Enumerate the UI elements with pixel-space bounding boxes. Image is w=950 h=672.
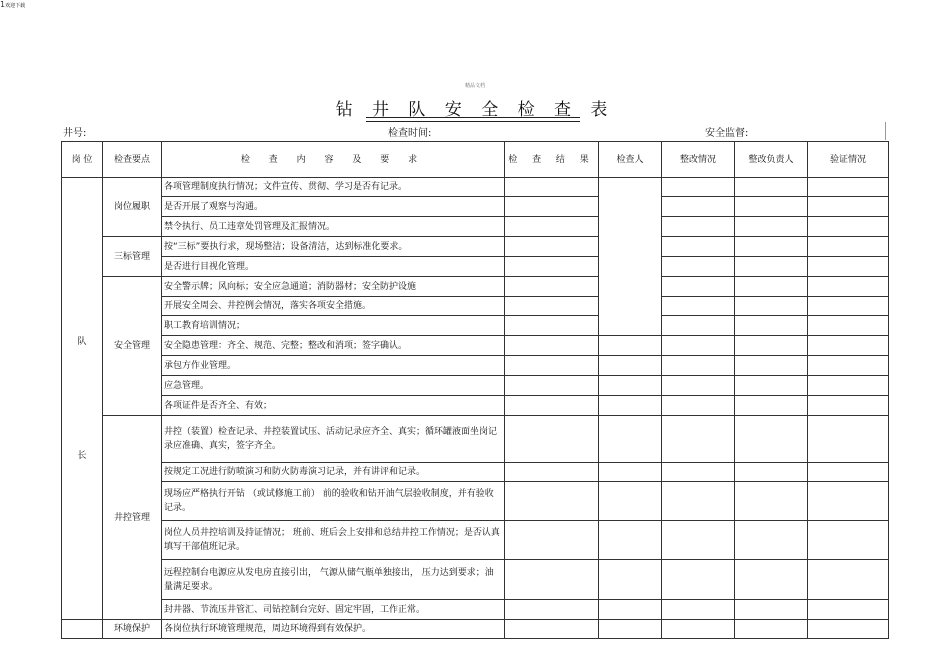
- table-row: [62, 316, 889, 336]
- responsible-cell: [735, 237, 808, 257]
- responsible-cell: [735, 336, 808, 356]
- check-point-cell: 三标管理: [103, 237, 162, 277]
- result-cell: [505, 463, 599, 482]
- inspector-cell: [599, 521, 662, 560]
- header-responsible: 整改负责人: [735, 142, 808, 178]
- verification-cell: [808, 197, 889, 217]
- well-no-label: 井号:: [63, 128, 87, 139]
- table-row: [62, 336, 889, 356]
- table-row: [62, 396, 889, 416]
- check-item-cell: 职工教育培训情况；: [162, 316, 505, 336]
- check-item-cell: 远程控制台电源应从发电房直接引出， 气源从储气瓶单独接出， 压力达到要求；油量满足要求。: [162, 560, 505, 600]
- responsible-cell: [735, 297, 808, 316]
- verification-cell: [808, 482, 889, 521]
- header-check-point: 检查要点: [103, 142, 162, 178]
- responsible-cell: [735, 277, 808, 297]
- rectification-cell: [662, 197, 735, 217]
- post-char: 长: [77, 450, 87, 461]
- table-row: [62, 376, 889, 396]
- header-post: 岗 位: [62, 142, 103, 178]
- table-row: [62, 297, 889, 316]
- result-cell: [505, 521, 599, 560]
- inspector-cell: [599, 416, 662, 463]
- check-item-cell: 各岗位执行环境管理规范，周边环境得到有效保护。: [162, 620, 505, 639]
- verification-cell: [808, 521, 889, 560]
- rectification-cell: [662, 396, 735, 416]
- inspector-cell: [599, 482, 662, 521]
- responsible-cell: [735, 482, 808, 521]
- check-point-cell: 安全管理: [103, 277, 162, 416]
- header-result: 检 查 结 果: [505, 142, 599, 178]
- result-cell: [505, 316, 599, 336]
- header-row: [62, 142, 889, 178]
- check-item-cell: 禁令执行、员工违章处罚管理及汇报情况。: [162, 217, 505, 237]
- page-footer: [0, 0, 950, 9]
- table-row: [62, 482, 889, 521]
- inspection-table: [61, 141, 889, 639]
- verification-cell: [808, 396, 889, 416]
- check-item-cell: 是否开展了观察与沟通。: [162, 197, 505, 217]
- table-row: [62, 277, 889, 297]
- result-cell: [505, 560, 599, 600]
- rectification-cell: [662, 297, 735, 316]
- inspector-cell: [599, 376, 662, 396]
- check-item-cell: 应急管理。: [162, 376, 505, 396]
- verification-cell: [808, 297, 889, 316]
- result-cell: [505, 297, 599, 316]
- check-item-cell: 开展安全周会、井控例会情况，落实各项安全措施。: [162, 297, 505, 316]
- verification-cell: [808, 178, 889, 197]
- inspector-cell: [599, 600, 662, 620]
- check-item-cell: 承包方作业管理。: [162, 356, 505, 376]
- rectification-cell: [662, 316, 735, 336]
- inspector-cell: [599, 560, 662, 600]
- responsible-cell: [735, 178, 808, 197]
- check-item-cell: 各项证件是否齐全、有效；: [162, 396, 505, 416]
- rectification-cell: [662, 356, 735, 376]
- verification-cell: [808, 560, 889, 600]
- responsible-cell: [735, 600, 808, 620]
- check-item-cell: 安全警示牌；风向标；安全应急通道；消防器材；安全防护设施: [162, 277, 505, 297]
- check-time-label: 检查时间:: [388, 128, 432, 139]
- check-item-cell: 按“三标”要执行求，现场整洁；设备清洁，达到标准化要求。: [162, 237, 505, 257]
- inspector-cell: [599, 178, 662, 336]
- responsible-cell: [735, 257, 808, 277]
- result-cell: [505, 217, 599, 237]
- responsible-cell: [735, 217, 808, 237]
- rectification-cell: [662, 463, 735, 482]
- rectification-cell: [662, 521, 735, 560]
- header-inspector: 检查人: [599, 142, 662, 178]
- verification-cell: [808, 237, 889, 257]
- header-rectification: 整改情况: [662, 142, 735, 178]
- check-item-cell: 是否进行目视化管理。: [162, 257, 505, 277]
- right-edge-line: [885, 122, 886, 140]
- rectification-cell: [662, 277, 735, 297]
- top-note: 精品文档: [464, 83, 485, 89]
- responsible-cell: [735, 521, 808, 560]
- result-cell: [505, 356, 599, 376]
- table-row: [62, 463, 889, 482]
- page-number: 1: [0, 0, 6, 9]
- responsible-cell: [735, 356, 808, 376]
- result-cell: [505, 237, 599, 257]
- rectification-cell: [662, 257, 735, 277]
- post-cell: [62, 178, 103, 620]
- table-row: [62, 356, 889, 376]
- result-cell: [505, 277, 599, 297]
- rectification-cell: [662, 376, 735, 396]
- responsible-cell: [735, 396, 808, 416]
- responsible-cell: [735, 463, 808, 482]
- check-item-cell: 岗位人员井控培训及持证情况； 班前、班后会上安排和总结井控工作情况；是否认真填写干部值班记录。: [162, 521, 505, 560]
- table-row: [62, 416, 889, 463]
- title-underline: [366, 117, 580, 122]
- table-row: [62, 521, 889, 560]
- table-row: [62, 197, 889, 217]
- verification-cell: [808, 356, 889, 376]
- check-item-cell: 各项管理制度执行情况；文件宣传、贯彻、学习是否有记录。: [162, 178, 505, 197]
- verification-cell: [808, 620, 889, 639]
- table-row: [62, 257, 889, 277]
- result-cell: [505, 336, 599, 356]
- table-row: [62, 620, 889, 639]
- result-cell: [505, 197, 599, 217]
- header-verification: 验证情况: [808, 142, 889, 178]
- check-point-cell: 岗位履职: [103, 178, 162, 237]
- check-point-cell: 环境保护: [103, 620, 162, 639]
- check-item-cell: 安全隐患管理：齐全、规范、完整；整改和消项；签字确认。: [162, 336, 505, 356]
- result-cell: [505, 257, 599, 277]
- inspector-cell: [599, 396, 662, 416]
- check-point-cell: 井控管理: [103, 416, 162, 620]
- post-char: 队: [77, 336, 87, 347]
- rectification-cell: [662, 237, 735, 257]
- verification-cell: [808, 600, 889, 620]
- table-row: [62, 178, 889, 197]
- responsible-cell: [735, 620, 808, 639]
- inspector-cell: [599, 620, 662, 639]
- verification-cell: [808, 463, 889, 482]
- responsible-cell: [735, 316, 808, 336]
- responsible-cell: [735, 376, 808, 396]
- page-title: 钻 井 队 安 全 检 查 表: [335, 100, 615, 120]
- verification-cell: [808, 336, 889, 356]
- rectification-cell: [662, 560, 735, 600]
- result-cell: [505, 600, 599, 620]
- inspector-cell: [599, 336, 662, 356]
- inspector-cell: [599, 463, 662, 482]
- rectification-cell: [662, 620, 735, 639]
- table-row: [62, 237, 889, 257]
- result-cell: [505, 416, 599, 463]
- table-row: [62, 217, 889, 237]
- verification-cell: [808, 316, 889, 336]
- responsible-cell: [735, 560, 808, 600]
- result-cell: [505, 482, 599, 521]
- verification-cell: [808, 376, 889, 396]
- inspector-cell: [599, 356, 662, 376]
- rectification-cell: [662, 416, 735, 463]
- post-gap: [64, 349, 100, 449]
- check-item-cell: 封井器、节流压井管汇、司钻控制台完好、固定牢固，工作正常。: [162, 600, 505, 620]
- check-item-cell: 井控（装置）检查记录、井控装置试压、活动记录应齐全、真实；循环罐液面坐岗记录应准确、真实，签字齐全。: [162, 416, 505, 463]
- verification-cell: [808, 217, 889, 237]
- responsible-cell: [735, 197, 808, 217]
- rectification-cell: [662, 178, 735, 197]
- verification-cell: [808, 277, 889, 297]
- responsible-cell: [735, 416, 808, 463]
- check-item-cell: 按规定工况进行防喷演习和防火防毒演习记录，并有讲评和记录。: [162, 463, 505, 482]
- footer-note: 欢迎下载: [5, 3, 26, 9]
- result-cell: [505, 178, 599, 197]
- table-row: [62, 600, 889, 620]
- post-cell-empty: [62, 620, 103, 639]
- result-cell: [505, 620, 599, 639]
- rectification-cell: [662, 217, 735, 237]
- rectification-cell: [662, 482, 735, 521]
- rectification-cell: [662, 336, 735, 356]
- verification-cell: [808, 257, 889, 277]
- check-item-cell: 现场应严格执行开钻 （或试修施工前） 前的验收和钻开油气层验收制度，并有验收记录。: [162, 482, 505, 521]
- header-content: 检 查 内 容 及 要 求: [162, 142, 505, 178]
- result-cell: [505, 376, 599, 396]
- verification-cell: [808, 416, 889, 463]
- rectification-cell: [662, 600, 735, 620]
- result-cell: [505, 396, 599, 416]
- table-row: [62, 560, 889, 600]
- supervisor-label: 安全监督:: [705, 128, 749, 139]
